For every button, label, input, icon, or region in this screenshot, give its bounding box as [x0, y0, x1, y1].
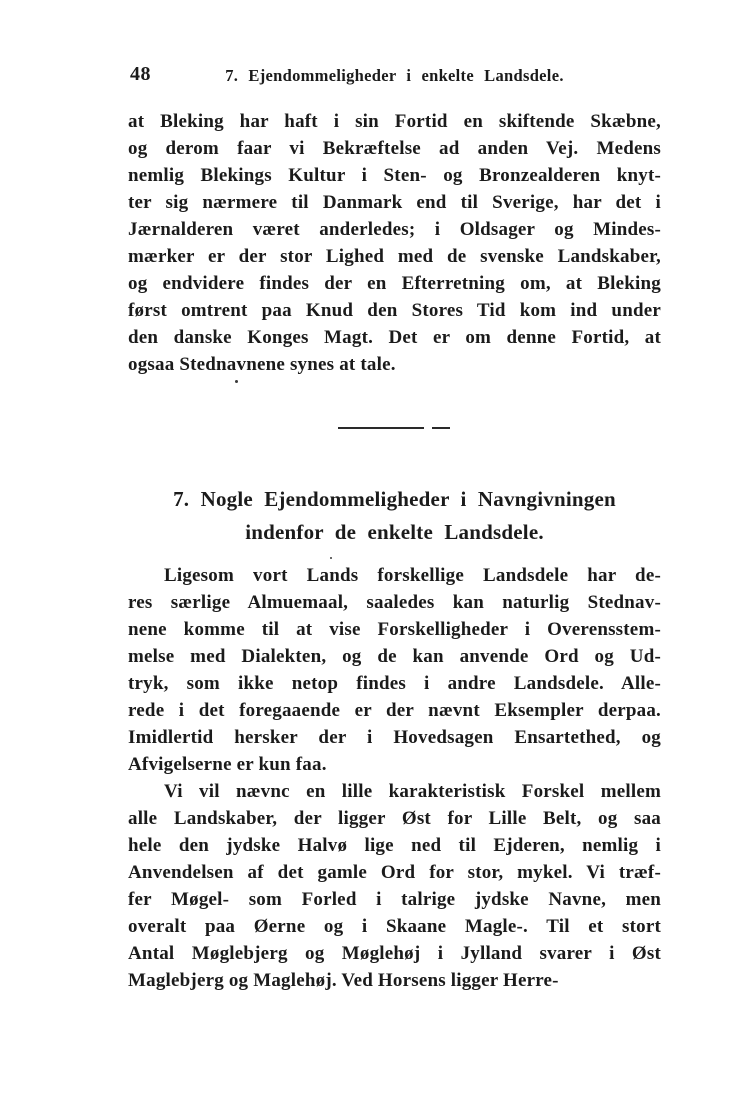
text-line: overalt paa Øerne og i Skaane Magle-. Til et stort: [128, 916, 661, 937]
text-line: fer Møgel- som Forled i talrige jydske Navne, men: [128, 889, 661, 910]
print-speck: [330, 557, 332, 559]
paragraph-1: [128, 562, 661, 778]
running-title: 7. Ejendommeligheder i enkelte Landsdele.: [225, 66, 564, 85]
text-line: Afvigelserne er kun faa.: [128, 754, 327, 775]
text-line: rede i det foregaaende er der nævnt Eksempler derpaa.: [128, 700, 661, 721]
page-header: [128, 63, 661, 87]
text-line: Vi vil nævnc en lille karakteristisk Forskel mellem: [164, 781, 661, 802]
text-line: melse med Dialekten, og de kan anvende Ord og Ud-: [128, 646, 661, 667]
text-line: mærker er der stor Lighed med de svenske Landskaber,: [128, 246, 661, 267]
paragraph-2: [128, 778, 661, 994]
text-line: Maglebjerg og Maglehøj. Ved Horsens ligger Herre-: [128, 970, 559, 991]
section-heading-line2: indenfor de enkelte Landsdele.: [245, 520, 544, 544]
text-line: og derom faar vi Bekræftelse ad anden Vej. Medens: [128, 138, 661, 159]
text-line: Jærnalderen været anderledes; i Oldsager og Mindes-: [128, 219, 661, 240]
text-line: res særlige Almuemaal, saaledes kan naturlig Stednav-: [128, 592, 661, 613]
section-heading: [128, 483, 661, 549]
text-line: Antal Møglebjerg og Møglehøj i Jylland svarer i Øst: [128, 943, 661, 964]
text-line: tryk, som ikke netop findes i andre Landsdele. Alle-: [128, 673, 661, 694]
text-line: Imidlertid hersker der i Hovedsagen Ensartethed, og: [128, 727, 661, 748]
text-line: nene komme til at vise Forskelligheder i Overensstem-: [128, 619, 661, 640]
text-line: nemlig Blekings Kultur i Sten- og Bronzealderen knyt-: [128, 165, 661, 186]
text-line: at Bleking har haft i sin Fortid en skiftende Skæbne,: [128, 111, 661, 132]
text-line: den danske Konges Magt. Det er om denne Fortid, at: [128, 327, 661, 348]
section-divider: [338, 427, 450, 429]
text-line: Ligesom vort Lands forskellige Landsdele har de-: [164, 565, 661, 586]
continued-paragraph: [128, 108, 661, 378]
text-line: og endvidere findes der en Efterretning om, at Bleking: [128, 273, 661, 294]
section-heading-line1: 7. Nogle Ejendommeligheder i Navngivningen: [173, 487, 616, 511]
text-line: ter sig nærmere til Danmark end til Sverige, har det i: [128, 192, 661, 213]
text-line: ogsaa Stednavnene synes at tale.: [128, 354, 396, 375]
text-line: hele den jydske Halvø lige ned til Ejderen, nemlig i: [128, 835, 661, 856]
page-number: 48: [130, 63, 151, 85]
text-line: først omtrent paa Knud den Stores Tid kom ind under: [128, 300, 661, 321]
text-line: Anvendelsen af det gamle Ord for stor, mykel. Vi træf-: [128, 862, 661, 883]
print-speck: [235, 380, 238, 383]
text-line: alle Landskaber, der ligger Øst for Lille Belt, og saa: [128, 808, 661, 829]
